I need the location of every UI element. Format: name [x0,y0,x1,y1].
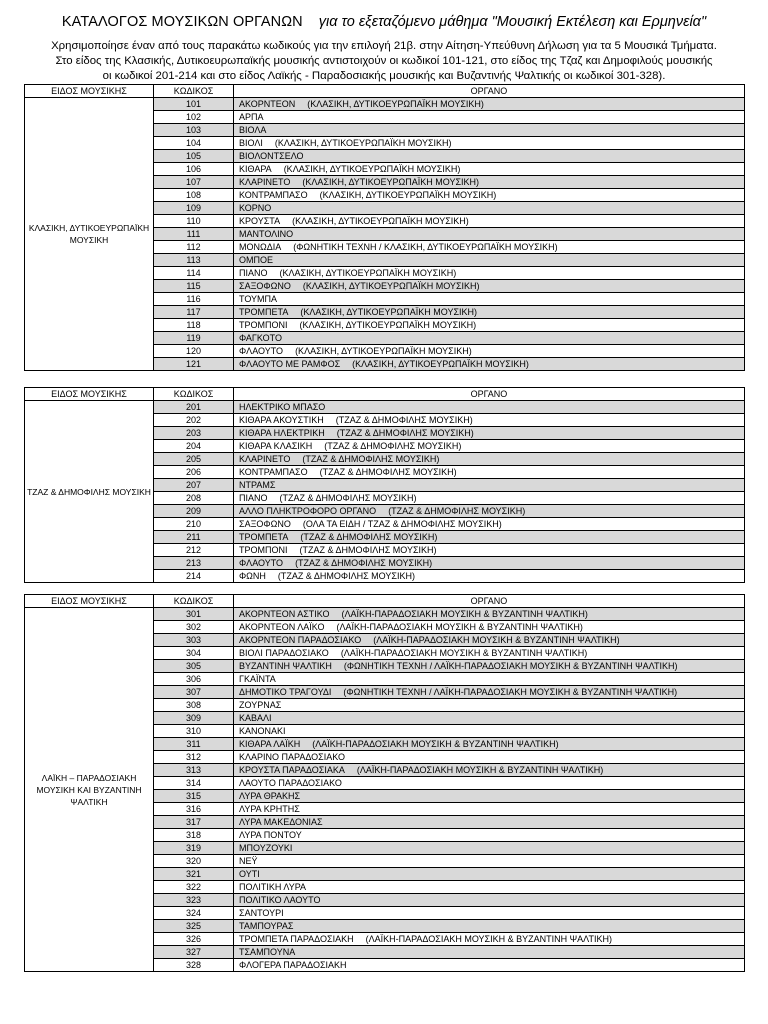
header-code: ΚΩΔΙΚΟΣ [154,595,234,608]
instrument-name: ΤΡΟΜΠΟΝΙ [239,545,288,555]
instrument-cell [234,319,745,332]
instrument-cell [234,492,745,505]
instrument-cell [234,829,745,842]
code-cell: 103 [154,124,234,137]
instrument-name: ΜΟΝΩΔΙΑ [239,242,282,252]
code-cell: 105 [154,150,234,163]
instrument-name: ΠΟΛΙΤΙΚΟ ΛΑΟΥΤΟ [239,895,321,905]
instrument-cell [234,634,745,647]
traditional-instruments-table [24,594,745,972]
instrument-note: (ΚΛΑΣΙΚΗ, ΔΥΤΙΚΟΕΥΡΩΠΑΪΚΗ ΜΟΥΣΙΚΗ) [295,346,472,356]
code-cell: 206 [154,466,234,479]
code-cell: 309 [154,712,234,725]
code-cell: 324 [154,907,234,920]
instrument-cell [234,306,745,319]
instrument-name: ΣΑΞΟΦΩΝΟ [239,281,291,291]
instrument-name: ΚΙΘΑΡΑ ΚΛΑΣΙΚΗ [239,441,313,451]
code-cell: 303 [154,634,234,647]
instrument-cell [234,228,745,241]
title-main: ΚΑΤΑΛΟΓΟΣ ΜΟΥΣΙΚΩΝ ΟΡΓΑΝΩΝ [61,14,303,30]
instrument-note: (ΦΩΝΗΤΙΚΗ ΤΕΧΝΗ / ΚΛΑΣΙΚΗ, ΔΥΤΙΚΟΕΥΡΩΠΑΪΚΗ ΜΟΥΣΙΚΗ) [293,242,558,252]
code-cell: 109 [154,202,234,215]
instrument-note: (ΦΩΝΗΤΙΚΗ ΤΕΧΝΗ / ΛΑΪΚΗ-ΠΑΡΑΔΟΣΙΑΚΗ ΜΟΥΣΙΚΗ & ΒΥΖΑΝΤΙΝΗ ΨΑΛΤΙΚΗ) [343,661,678,671]
instrument-cell [234,790,745,803]
instrument-name: ΛΑΟΥΤΟ ΠΑΡΑΔΟΣΙΑΚΟ [239,778,342,788]
jazz-instruments-table [24,387,745,583]
instrument-cell [234,163,745,176]
instrument-cell [234,280,745,293]
code-cell: 311 [154,738,234,751]
code-cell: 116 [154,293,234,306]
code-cell: 308 [154,699,234,712]
instrument-name: ΓΚΑΪΝΤΑ [239,674,276,684]
instrument-cell [234,933,745,946]
code-cell: 306 [154,673,234,686]
code-cell: 118 [154,319,234,332]
code-cell: 207 [154,479,234,492]
instrument-name: ΚΟΝΤΡΑΜΠΑΣΟ [239,190,308,200]
instrument-name: ΝΤΡΑΜΣ [239,480,276,490]
instrument-note: (ΛΑΪΚΗ-ΠΑΡΑΔΟΣΙΑΚΗ ΜΟΥΣΙΚΗ & ΒΥΖΑΝΤΙΝΗ ΨΑΛΤΙΚΗ) [356,765,604,775]
code-cell: 211 [154,531,234,544]
instrument-cell [234,725,745,738]
instrument-note: (ΛΑΪΚΗ-ΠΑΡΑΔΟΣΙΑΚΗ ΜΟΥΣΙΚΗ & ΒΥΖΑΝΤΙΝΗ ΨΑΛΤΙΚΗ) [312,739,559,749]
instrument-cell [234,712,745,725]
genre-cell: ΚΛΑΣΙΚΗ, ΔΥΤΙΚΟΕΥΡΩΠΑΪΚΗ ΜΟΥΣΙΚΗ [25,98,154,371]
code-cell: 204 [154,440,234,453]
instrument-name: ΒΙΟΛΙ ΠΑΡΑΔΟΣΙΑΚΟ [239,648,329,658]
table-header-row [25,85,745,98]
instrument-note: (ΚΛΑΣΙΚΗ, ΔΥΤΙΚΟΕΥΡΩΠΑΪΚΗ ΜΟΥΣΙΚΗ) [299,320,477,330]
instrument-name: ΜΠΟΥΖΟΥΚΙ [239,843,293,853]
instrument-name: ΚΛΑΡΙΝΕΤΟ [239,454,291,464]
code-cell: 208 [154,492,234,505]
instrument-cell [234,621,745,634]
instrument-name: ΒΥΖΑΝΤΙΝΗ ΨΑΛΤΙΚΗ [239,661,332,671]
code-cell: 210 [154,518,234,531]
instrument-cell [234,150,745,163]
instrument-cell [234,505,745,518]
instrument-cell [234,764,745,777]
instrument-cell [234,293,745,306]
code-cell: 317 [154,816,234,829]
header-instrument: ΟΡΓΑΝΟ [234,388,745,401]
instrument-name: ΛΥΡΑ ΚΡΗΤΗΣ [239,804,300,814]
instrument-name: ΠΙΑΝΟ [239,493,268,503]
header-genre: ΕΙΔΟΣ ΜΟΥΣΙΚΗΣ [25,595,154,608]
instrument-cell [234,479,745,492]
code-cell: 307 [154,686,234,699]
instrument-cell [234,189,745,202]
table-row [25,98,745,111]
header-instrument: ΟΡΓΑΝΟ [234,85,745,98]
page-title [0,14,768,30]
instrument-note: (ΚΛΑΣΙΚΗ, ΔΥΤΙΚΟΕΥΡΩΠΑΪΚΗ ΜΟΥΣΙΚΗ) [307,99,484,109]
code-cell: 214 [154,570,234,583]
instrument-cell [234,803,745,816]
code-cell: 108 [154,189,234,202]
instrument-name: ΟΜΠΟΕ [239,255,274,265]
instrument-note: (ΤΖΑΖ & ΔΗΜΟΦΙΛΗΣ ΜΟΥΣΙΚΗ) [302,454,440,464]
header-genre: ΕΙΔΟΣ ΜΟΥΣΙΚΗΣ [25,388,154,401]
instrument-cell [234,466,745,479]
code-cell: 321 [154,868,234,881]
instrument-cell [234,699,745,712]
code-cell: 114 [154,267,234,280]
instrument-name: ΟΥΤΙ [239,869,260,879]
instrument-note: (ΚΛΑΣΙΚΗ, ΔΥΤΙΚΟΕΥΡΩΠΑΪΚΗ ΜΟΥΣΙΚΗ) [283,164,461,174]
code-cell: 318 [154,829,234,842]
instrument-name: ΛΥΡΑ ΠΟΝΤΟΥ [239,830,302,840]
code-cell: 117 [154,306,234,319]
genre-cell: ΤΖΑΖ & ΔΗΜΟΦΙΛΗΣ ΜΟΥΣΙΚΗ [25,401,154,583]
instrument-cell [234,267,745,280]
code-cell: 327 [154,946,234,959]
instrument-name: ΚΟΝΤΡΑΜΠΑΣΟ [239,467,308,477]
instrument-name: ΔΗΜΟΤΙΚΟ ΤΡΑΓΟΥΔΙ [239,687,332,697]
instrument-note: (ΦΩΝΗΤΙΚΗ ΤΕΧΝΗ / ΛΑΪΚΗ-ΠΑΡΑΔΟΣΙΑΚΗ ΜΟΥΣΙΚΗ & ΒΥΖΑΝΤΙΝΗ ΨΑΛΤΙΚΗ) [343,687,678,697]
code-cell: 119 [154,332,234,345]
code-cell: 302 [154,621,234,634]
instrument-note: (ΚΛΑΣΙΚΗ, ΔΥΤΙΚΟΕΥΡΩΠΑΪΚΗ ΜΟΥΣΙΚΗ) [302,281,480,291]
intro-line: οι κωδικοί 201-214 και στο είδος Λαϊκής - Παραδοσιακής μουσικής και Βυζαντινής Ψαλτικής οι κωδικοί 301-328). [102,70,666,82]
instrument-name: ΑΛΛΟ ΠΛΗΚΤΡΟΦΟΡΟ ΟΡΓΑΝΟ [239,506,377,516]
instrument-note: (ΤΖΑΖ & ΔΗΜΟΦΙΛΗΣ ΜΟΥΣΙΚΗ) [279,493,417,503]
instrument-name: ΚΟΡΝΟ [239,203,272,213]
instrument-cell [234,401,745,414]
instrument-name: ΤΡΟΜΠΕΤΑ [239,532,289,542]
instrument-name: ΛΥΡΑ ΘΡΑΚΗΣ [239,791,301,801]
code-cell: 120 [154,345,234,358]
header-instrument: ΟΡΓΑΝΟ [234,595,745,608]
instrument-name: ΤΟΥΜΠΑ [239,294,278,304]
instrument-cell [234,842,745,855]
code-cell: 205 [154,453,234,466]
title-subtitle: για το εξεταζόμενο μάθημα "Μουσική Εκτέλεση και Ερμηνεία" [318,14,707,30]
instrument-name: ΚΑΝΟΝΑΚΙ [239,726,286,736]
instrument-name: ΦΛΑΟΥΤΟ [239,558,284,568]
instrument-name: ΗΛΕΚΤΡΙΚΟ ΜΠΑΣΟ [239,402,326,412]
instrument-cell [234,777,745,790]
instrument-note: (ΤΖΑΖ & ΔΗΜΟΦΙΛΗΣ ΜΟΥΣΙΚΗ) [299,545,437,555]
instrument-cell [234,868,745,881]
instrument-name: ΚΛΑΡΙΝΕΤΟ [239,177,291,187]
code-cell: 325 [154,920,234,933]
code-cell: 212 [154,544,234,557]
code-cell: 315 [154,790,234,803]
instrument-name: ΖΟΥΡΝΑΣ [239,700,282,710]
code-cell: 314 [154,777,234,790]
instrument-cell [234,111,745,124]
instrument-cell [234,881,745,894]
instrument-cell [234,894,745,907]
instrument-note: (ΚΛΑΣΙΚΗ, ΔΥΤΙΚΟΕΥΡΩΠΑΪΚΗ ΜΟΥΣΙΚΗ) [352,359,529,369]
code-cell: 326 [154,933,234,946]
classical-instruments-table [24,84,745,371]
instrument-cell [234,738,745,751]
code-cell: 203 [154,427,234,440]
instrument-cell [234,453,745,466]
instrument-name: ΠΟΛΙΤΙΚΗ ΛΥΡΑ [239,882,307,892]
code-cell: 112 [154,241,234,254]
instrument-name: ΛΥΡΑ ΜΑΚΕΔΟΝΙΑΣ [239,817,323,827]
code-cell: 316 [154,803,234,816]
instrument-name: ΚΡΟΥΣΤΑ [239,216,281,226]
table-header-row [25,388,745,401]
code-cell: 319 [154,842,234,855]
instrument-name: ΑΡΠΑ [239,112,264,122]
instrument-cell [234,816,745,829]
instrument-note: (ΛΑΪΚΗ-ΠΑΡΑΔΟΣΙΑΚΗ ΜΟΥΣΙΚΗ & ΒΥΖΑΝΤΙΝΗ ΨΑΛΤΙΚΗ) [341,609,588,619]
instrument-cell [234,440,745,453]
instrument-cell [234,202,745,215]
code-cell: 322 [154,881,234,894]
table-header-row [25,595,745,608]
instrument-cell [234,660,745,673]
code-cell: 111 [154,228,234,241]
instrument-note: (ΤΖΑΖ & ΔΗΜΟΦΙΛΗΣ ΜΟΥΣΙΚΗ) [388,506,526,516]
genre-cell: ΛΑΪΚΗ – ΠΑΡΑΔΟΣΙΑΚΗ ΜΟΥΣΙΚΗ ΚΑΙ ΒΥΖΑΝΤΙΝΗ ΨΑΛΤΙΚΗ [25,608,154,972]
instrument-name: ΦΩΝΗ [239,571,266,581]
instrument-cell [234,570,745,583]
code-cell: 113 [154,254,234,267]
instrument-cell [234,855,745,868]
code-cell: 312 [154,751,234,764]
instrument-note: (ΚΛΑΣΙΚΗ, ΔΥΤΙΚΟΕΥΡΩΠΑΪΚΗ ΜΟΥΣΙΚΗ) [292,216,469,226]
code-cell: 121 [154,358,234,371]
code-cell: 201 [154,401,234,414]
instrument-note: (ΤΖΑΖ & ΔΗΜΟΦΙΛΗΣ ΜΟΥΣΙΚΗ) [295,558,433,568]
instrument-name: ΚΡΟΥΣΤΑ ΠΑΡΑΔΟΣΙΑΚΑ [239,765,345,775]
instrument-name: ΒΙΟΛΟΝΤΣΕΛΟ [239,151,304,161]
instrument-cell [234,647,745,660]
instrument-note: (ΛΑΪΚΗ-ΠΑΡΑΔΟΣΙΑΚΗ ΜΟΥΣΙΚΗ & ΒΥΖΑΝΤΙΝΗ ΨΑΛΤΙΚΗ) [365,934,612,944]
instrument-cell [234,414,745,427]
instrument-note: (ΤΖΑΖ & ΔΗΜΟΦΙΛΗΣ ΜΟΥΣΙΚΗ) [335,415,473,425]
instrument-cell [234,946,745,959]
instrument-name: ΒΙΟΛΙ [239,138,263,148]
intro-line: Χρησιμοποίησε έναν από τους παρακάτω κωδικούς για την επιλογή 21β. στην Αίτηση-Υπεύθυνη Δήλωση για τα 5 Μουσικά Τμήματα. [51,40,717,52]
instrument-note: (ΛΑΪΚΗ-ΠΑΡΑΔΟΣΙΑΚΗ ΜΟΥΣΙΚΗ & ΒΥΖΑΝΤΙΝΗ ΨΑΛΤΙΚΗ) [373,635,620,645]
instrument-name: ΝΕΫ [239,856,258,866]
code-cell: 110 [154,215,234,228]
instrument-note: (ΤΖΑΖ & ΔΗΜΟΦΙΛΗΣ ΜΟΥΣΙΚΗ) [277,571,415,581]
instrument-name: ΚΛΑΡΙΝΟ ΠΑΡΑΔΟΣΙΑΚΟ [239,752,345,762]
instrument-name: ΤΡΟΜΠΕΤΑ [239,307,289,317]
code-cell: 328 [154,959,234,972]
instrument-note: (ΤΖΑΖ & ΔΗΜΟΦΙΛΗΣ ΜΟΥΣΙΚΗ) [300,532,438,542]
instrument-name: ΚΙΘΑΡΑ [239,164,272,174]
instrument-name: ΤΣΑΜΠΟΥΝΑ [239,947,296,957]
instrument-name: ΑΚΟΡΝΤΕΟΝ [239,99,296,109]
code-cell: 304 [154,647,234,660]
code-cell: 106 [154,163,234,176]
header-genre: ΕΙΔΟΣ ΜΟΥΣΙΚΗΣ [25,85,154,98]
instrument-name: ΦΑΓΚΟΤΟ [239,333,282,343]
instrument-name: ΤΡΟΜΠΟΝΙ [239,320,288,330]
instrument-cell [234,427,745,440]
instrument-note: (ΚΛΑΣΙΚΗ, ΔΥΤΙΚΟΕΥΡΩΠΑΪΚΗ ΜΟΥΣΙΚΗ) [300,307,478,317]
table-row [25,608,745,621]
instrument-name: ΒΙΟΛΑ [239,125,267,135]
instrument-cell [234,907,745,920]
code-cell: 209 [154,505,234,518]
instrument-cell [234,531,745,544]
intro-text [22,39,746,84]
instrument-cell [234,920,745,933]
instrument-cell [234,608,745,621]
instrument-name: ΤΑΜΠΟΥΡΑΣ [239,921,294,931]
instrument-cell [234,673,745,686]
instrument-name: ΤΡΟΜΠΕΤΑ ΠΑΡΑΔΟΣΙΑΚΗ [239,934,354,944]
instrument-name: ΚΙΘΑΡΑ ΑΚΟΥΣΤΙΚΗ [239,415,324,425]
instrument-note: (ΟΛΑ ΤΑ ΕΙΔΗ / ΤΖΑΖ & ΔΗΜΟΦΙΛΗΣ ΜΟΥΣΙΚΗ) [302,519,502,529]
instrument-note: (ΚΛΑΣΙΚΗ, ΔΥΤΙΚΟΕΥΡΩΠΑΪΚΗ ΜΟΥΣΙΚΗ) [274,138,452,148]
code-cell: 305 [154,660,234,673]
instrument-cell [234,124,745,137]
header-code: ΚΩΔΙΚΟΣ [154,388,234,401]
instrument-name: ΦΛΑΟΥΤΟ [239,346,284,356]
instrument-name: ΑΚΟΡΝΤΕΟΝ ΠΑΡΑΔΟΣΙΑΚΟ [239,635,362,645]
instrument-note: (ΚΛΑΣΙΚΗ, ΔΥΤΙΚΟΕΥΡΩΠΑΪΚΗ ΜΟΥΣΙΚΗ) [302,177,480,187]
instrument-name: ΣΑΞΟΦΩΝΟ [239,519,291,529]
code-cell: 115 [154,280,234,293]
instrument-note: (ΤΖΑΖ & ΔΗΜΟΦΙΛΗΣ ΜΟΥΣΙΚΗ) [324,441,462,451]
instrument-cell [234,686,745,699]
instrument-cell [234,98,745,111]
header-code: ΚΩΔΙΚΟΣ [154,85,234,98]
instrument-name: ΚΙΘΑΡΑ ΗΛΕΚΤΡΙΚΗ [239,428,325,438]
code-cell: 301 [154,608,234,621]
code-cell: 101 [154,98,234,111]
instrument-note: (ΚΛΑΣΙΚΗ, ΔΥΤΙΚΟΕΥΡΩΠΑΪΚΗ ΜΟΥΣΙΚΗ) [279,268,457,278]
code-cell: 313 [154,764,234,777]
instrument-cell [234,215,745,228]
instrument-note: (ΤΖΑΖ & ΔΗΜΟΦΙΛΗΣ ΜΟΥΣΙΚΗ) [336,428,474,438]
instrument-cell [234,751,745,764]
intro-line: Στο είδος της Κλασικής, Δυτικοευρωπαϊκής μουσικής αντιστοιχούν οι κωδικοί 101-121, στο είδος της Τζαζ και Δημοφιλούς μουσικής [55,55,713,67]
code-cell: 310 [154,725,234,738]
instrument-name: ΣΑΝΤΟΥΡΙ [239,908,284,918]
instrument-note: (ΤΖΑΖ & ΔΗΜΟΦΙΛΗΣ ΜΟΥΣΙΚΗ) [319,467,457,477]
instrument-cell [234,137,745,150]
code-cell: 104 [154,137,234,150]
instrument-cell [234,345,745,358]
instrument-cell [234,241,745,254]
code-cell: 102 [154,111,234,124]
instrument-cell [234,332,745,345]
instrument-cell [234,518,745,531]
instrument-cell [234,254,745,267]
instrument-note: (ΛΑΪΚΗ-ΠΑΡΑΔΟΣΙΑΚΗ ΜΟΥΣΙΚΗ & ΒΥΖΑΝΤΙΝΗ ΨΑΛΤΙΚΗ) [340,648,588,658]
instrument-name: ΑΚΟΡΝΤΕΟΝ ΛΑΪΚΟ [239,622,325,632]
code-cell: 202 [154,414,234,427]
instrument-cell [234,959,745,972]
instrument-name: ΜΑΝΤΟΛΙΝΟ [239,229,294,239]
instrument-cell [234,358,745,371]
code-cell: 213 [154,557,234,570]
instrument-name: ΚΑΒΑΛΙ [239,713,272,723]
instrument-cell [234,557,745,570]
instrument-name: ΚΙΘΑΡΑ ΛΑΪΚΗ [239,739,301,749]
instrument-name: ΑΚΟΡΝΤΕΟΝ ΑΣΤΙΚΟ [239,609,330,619]
instrument-note: (ΛΑΪΚΗ-ΠΑΡΑΔΟΣΙΑΚΗ ΜΟΥΣΙΚΗ & ΒΥΖΑΝΤΙΝΗ ΨΑΛΤΙΚΗ) [336,622,583,632]
instrument-cell [234,176,745,189]
code-cell: 320 [154,855,234,868]
table-row [25,401,745,414]
instrument-cell [234,544,745,557]
instrument-name: ΦΛΟΓΕΡΑ ΠΑΡΑΔΟΣΙΑΚΗ [239,960,347,970]
code-cell: 323 [154,894,234,907]
instrument-name: ΦΛΑΟΥΤΟ ΜΕ ΡΑΜΦΟΣ [239,359,341,369]
instrument-note: (ΚΛΑΣΙΚΗ, ΔΥΤΙΚΟΕΥΡΩΠΑΪΚΗ ΜΟΥΣΙΚΗ) [319,190,497,200]
code-cell: 107 [154,176,234,189]
instrument-name: ΠΙΑΝΟ [239,268,268,278]
